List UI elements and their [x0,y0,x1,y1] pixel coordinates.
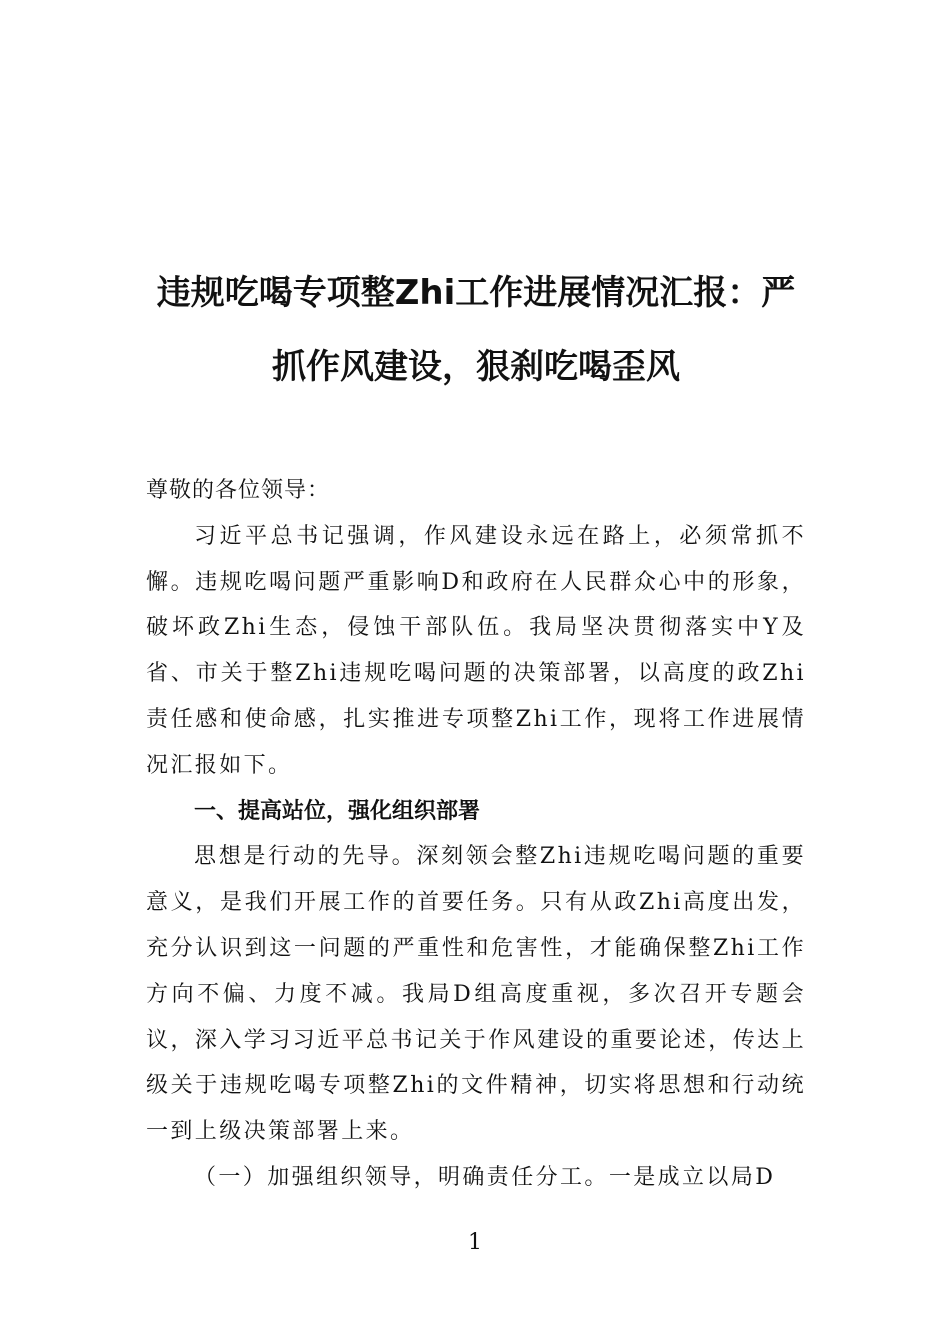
subsection-heading-1: （一）加强组织领导，明确责任分工。 [194,1164,609,1190]
section-heading-1: 一、提高站位，强化组织部署 [194,798,481,824]
paragraph-subsection-1 [146,1155,806,1201]
paragraph-intro: 习近平总书记强调，作风建设永远在路上，必须常抓不懈。违规吃喝问题严重影响D和政府在人民群众心中的形象，破坏政Zhi生态，侵蚀干部队伍。我局坚决贯彻落实中Y及省、市关于整Zhi违规吃喝问题的决策部署，以高度的政Zhi责任感和使命感，扎实推进专项整Zhi工作，现将工作进展情况汇报如下。 [146,523,806,778]
title-line-1: 违规吃喝专项整Zhi工作进展情况汇报：严 [156,273,796,313]
salutation: 尊敬的各位领导： [146,478,331,503]
paragraph-section-1: 思想是行动的先导。深刻领会整Zhi违规吃喝问题的重要意义，是我们开展工作的首要任务。只有从政Zhi高度出发，充分认识到这一问题的严重性和危害性，才能确保整Zhi工作方向不偏、力度不减。我局D组高度重视，多次召开专题会议，深入学习习近平总书记关于作风建设的重要论述，传达上级关于违规吃喝专项整Zhi的文件精神，切实将思想和行动统一到上级决策部署上来。 [146,844,806,1145]
page-number: 1 [468,1230,482,1255]
document-title [146,256,806,404]
subsection-text-start: 一是成立以局D [608,1164,776,1190]
title-line-2: 抓作风建设，狠刹吃喝歪风 [272,347,680,387]
document-body [146,468,806,1201]
